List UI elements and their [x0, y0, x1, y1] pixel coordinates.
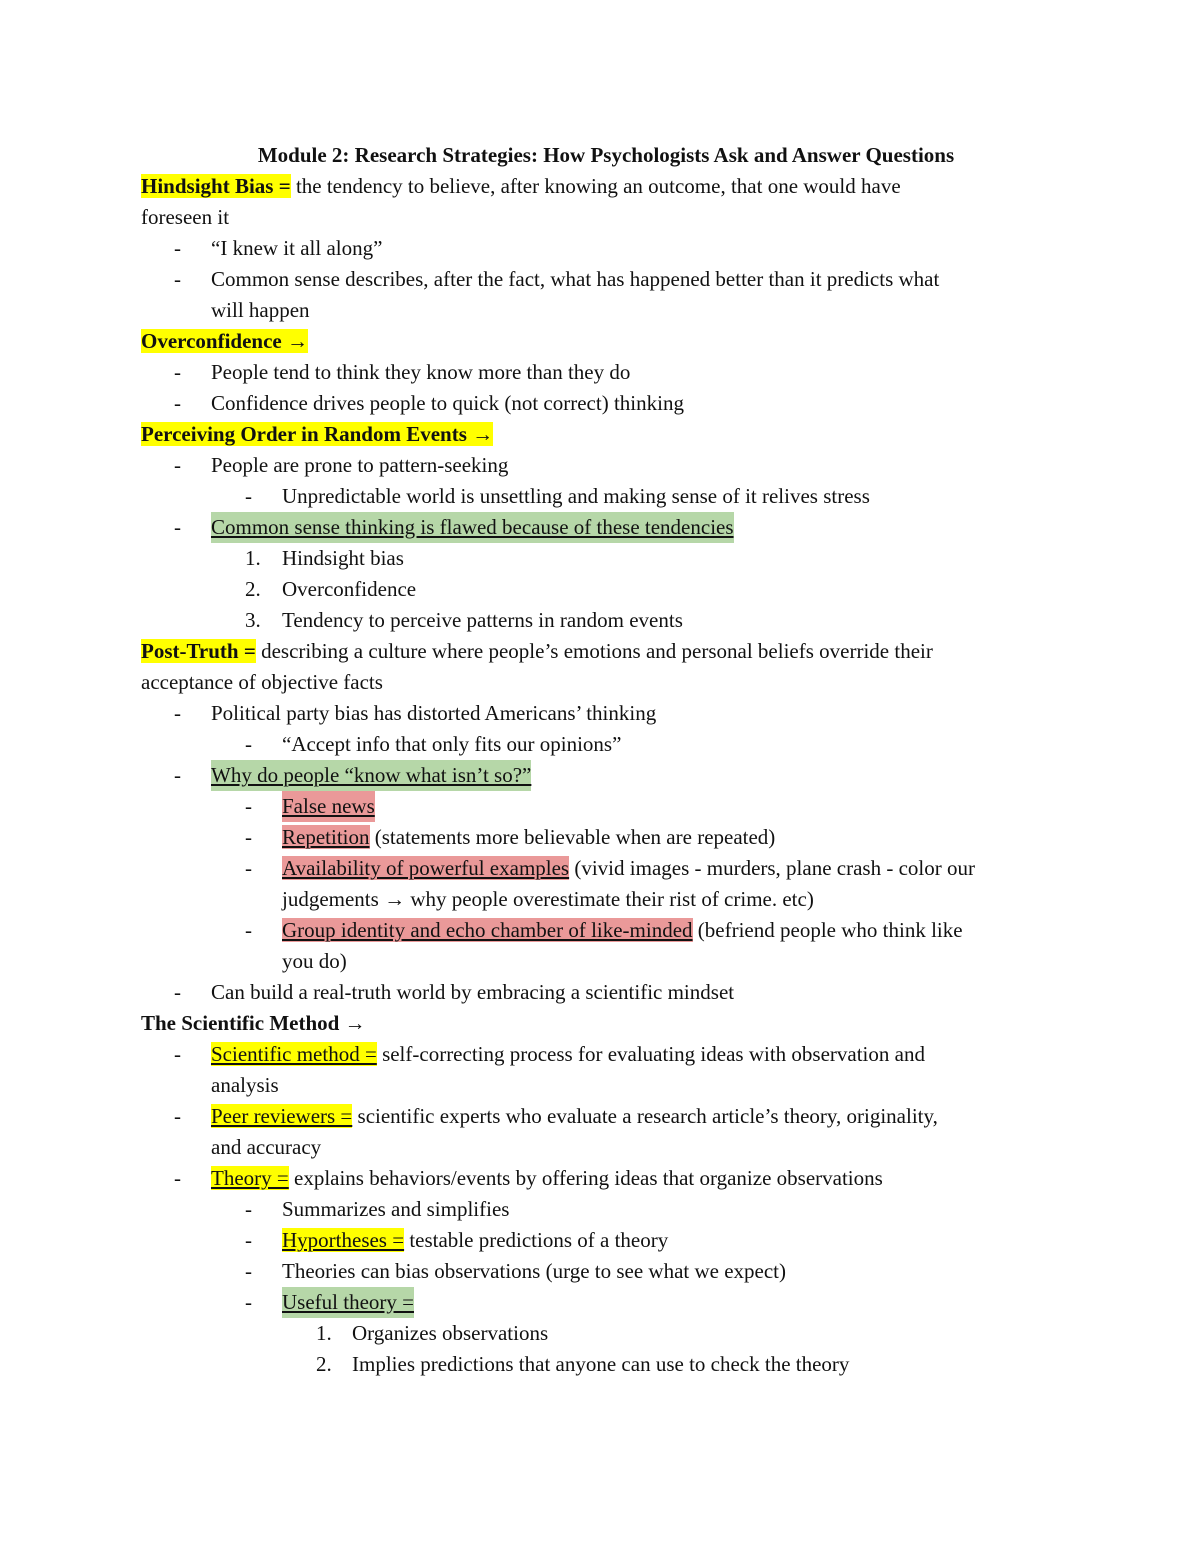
sub-list-item: - Summarizes and simplifies — [141, 1194, 1071, 1225]
numbered-item: 3. Tendency to perceive patterns in random events — [245, 608, 683, 632]
page-title: Module 2: Research Strategies: How Psychologists Ask and Answer Questions — [257, 143, 955, 167]
bullet-dash: - — [174, 267, 181, 291]
list-item: - People tend to think they know more than they do — [141, 357, 1071, 388]
numbered-item: 2. Overconfidence — [245, 577, 417, 601]
sub-list-item: - Unpredictable world is unsettling and making sense of it relives stress — [141, 481, 1071, 512]
bullet-dash: - — [174, 360, 181, 384]
list-item: - Common sense describes, after the fact, what has happened better than it predicts what — [141, 264, 1071, 295]
sub-list-item-cont: you do) — [282, 949, 347, 973]
sub-list-item: - Repetition (statements more believable when are repeated) — [141, 822, 1071, 853]
scientific-method-heading: The Scientific Method → — [141, 1011, 366, 1035]
sub-list-item — [141, 1287, 1071, 1318]
useful-theory-term: Useful theory = — [282, 1287, 414, 1318]
list-item: - Scientific method = self-correcting process for evaluating ideas with observation and — [141, 1039, 1071, 1070]
numbered-item: 2. Implies predictions that anyone can use to check the theory — [316, 1352, 850, 1376]
bullet-dash: - — [245, 856, 252, 880]
numbered-item: 1. Hindsight bias — [245, 546, 404, 570]
hindsight-term: Hindsight Bias = — [141, 174, 291, 198]
bullet-dash: - — [174, 236, 181, 260]
numbered-item: 1. Organizes observations — [316, 1321, 549, 1345]
sub-list-item-cont: judgements → why people overestimate their rist of crime. etc) — [282, 887, 814, 911]
list-item-cont: analysis — [211, 1073, 279, 1097]
bullet-dash: - — [245, 484, 252, 508]
bullet-dash: - — [174, 1042, 181, 1066]
list-item: - Peer reviewers = scientific experts who evaluate a research article’s theory, originality, — [141, 1101, 1071, 1132]
list-item-cont: and accuracy — [211, 1135, 322, 1159]
perceiving-order-heading — [141, 419, 1071, 450]
peer-reviewers-term: Peer reviewers = — [211, 1104, 353, 1128]
post-truth-term: Post-Truth = — [141, 639, 256, 663]
sub-list-item — [141, 791, 1071, 822]
bullet-dash: - — [245, 794, 252, 818]
list-item — [141, 512, 1071, 543]
hypotheses-term: Hyportheses = — [282, 1228, 405, 1252]
hindsight-definition: Hindsight Bias = the tendency to believe, after knowing an outcome, that one would have — [141, 174, 901, 198]
document-body — [141, 140, 1071, 1380]
post-truth-definition-cont: acceptance of objective facts — [141, 670, 383, 694]
bullet-dash: - — [174, 1104, 181, 1128]
list-item-cont: will happen — [211, 298, 310, 322]
bullet-dash: - — [174, 453, 181, 477]
sub-list-item: - “Accept info that only fits our opinions” — [141, 729, 1071, 760]
bullet-dash: - — [174, 701, 181, 725]
sub-list-item: - Availability of powerful examples (vivid images - murders, plane crash - color our — [141, 853, 1071, 884]
bullet-dash: - — [174, 391, 181, 415]
theory-term: Theory = — [211, 1166, 289, 1190]
sub-list-item: - Theories can bias observations (urge to see what we expect) — [141, 1256, 1071, 1287]
bullet-dash: - — [245, 1228, 252, 1252]
scientific-method-term: Scientific method = — [211, 1042, 377, 1066]
list-item: - Political party bias has distorted Americans’ thinking — [141, 698, 1071, 729]
overconfidence-term: Overconfidence → — [141, 329, 308, 353]
bullet-dash: - — [245, 1290, 252, 1314]
common-sense-flawed-highlight: Common sense thinking is flawed because of these tendencies — [211, 512, 734, 543]
bullet-dash: - — [245, 918, 252, 942]
bullet-dash: - — [245, 1197, 252, 1221]
list-item — [141, 760, 1071, 791]
post-truth-definition: Post-Truth = describing a culture where people’s emotions and personal beliefs override their — [141, 639, 933, 663]
overconfidence-heading — [141, 326, 1071, 357]
bullet-dash: - — [245, 825, 252, 849]
list-item: - “I knew it all along” — [141, 233, 1071, 264]
perceiving-order-term: Perceiving Order in Random Events → — [141, 422, 494, 446]
bullet-dash: - — [245, 1259, 252, 1283]
bullet-dash: - — [174, 763, 181, 787]
group-identity-highlight: Group identity and echo chamber of like-minded — [282, 918, 693, 942]
list-item: - Can build a real-truth world by embracing a scientific mindset — [141, 977, 1071, 1008]
repetition-highlight: Repetition — [282, 825, 370, 849]
bullet-dash: - — [245, 732, 252, 756]
list-item: - Confidence drives people to quick (not correct) thinking — [141, 388, 1071, 419]
bullet-dash: - — [174, 980, 181, 1004]
availability-highlight: Availability of powerful examples — [282, 856, 570, 880]
sub-list-item: - Hyportheses = testable predictions of a theory — [141, 1225, 1071, 1256]
bullet-dash: - — [174, 515, 181, 539]
list-item: - People are prone to pattern-seeking — [141, 450, 1071, 481]
sub-list-item: - Group identity and echo chamber of like-minded (befriend people who think like — [141, 915, 1071, 946]
why-know-highlight: Why do people “know what isn’t so?” — [211, 760, 531, 791]
false-news-highlight: False news — [282, 791, 375, 822]
hindsight-definition-cont: foreseen it — [141, 205, 230, 229]
bullet-dash: - — [174, 1166, 181, 1190]
list-item: - Theory = explains behaviors/events by offering ideas that organize observations — [141, 1163, 1071, 1194]
